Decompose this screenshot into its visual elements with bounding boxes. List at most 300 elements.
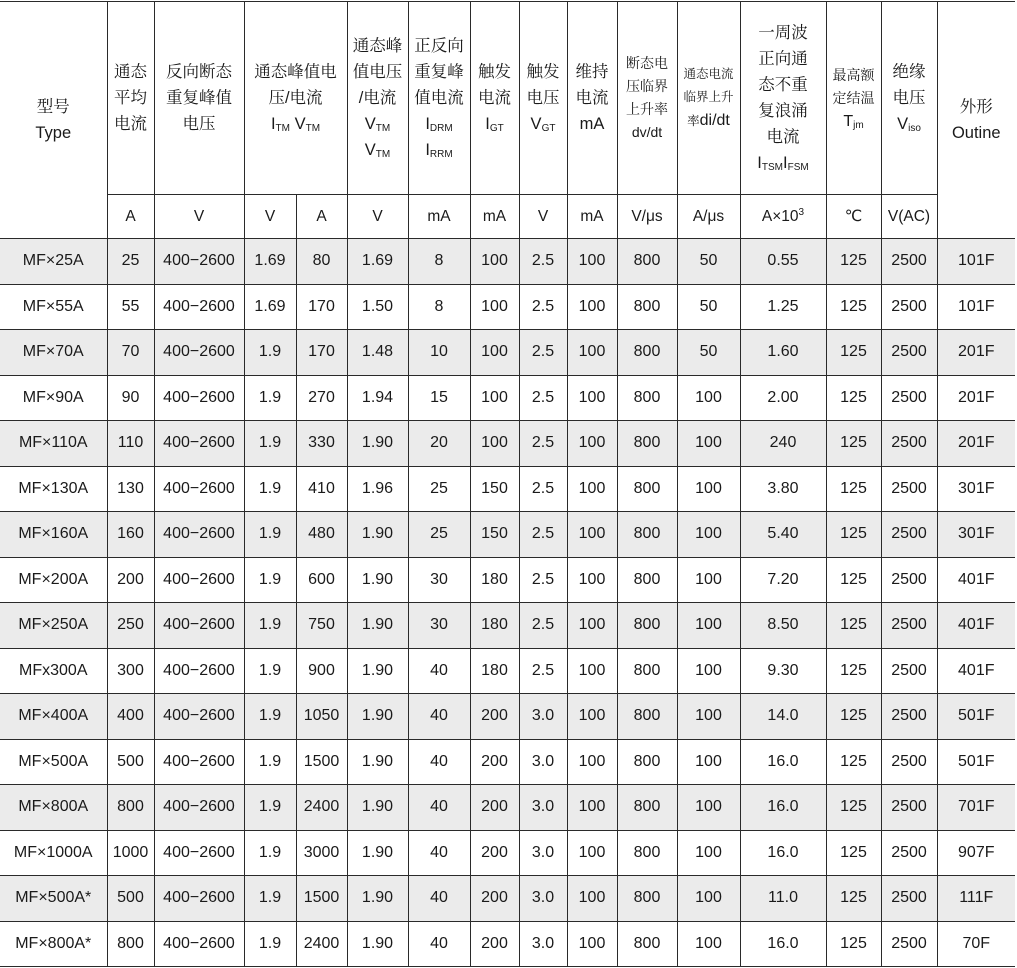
value-cell: 410 bbox=[296, 466, 347, 512]
value-cell: 7.20 bbox=[740, 557, 826, 603]
value-cell: 1000 bbox=[107, 830, 154, 876]
value-cell: 125 bbox=[826, 512, 881, 558]
value-cell: 3.0 bbox=[519, 694, 567, 740]
value-cell: 200 bbox=[470, 921, 519, 967]
value-cell: 125 bbox=[826, 466, 881, 512]
value-cell: 100 bbox=[470, 421, 519, 467]
table-row bbox=[0, 785, 1015, 831]
value-cell: 3.0 bbox=[519, 785, 567, 831]
table-row bbox=[0, 694, 1015, 740]
table-row bbox=[0, 830, 1015, 876]
value-cell: 800 bbox=[617, 648, 677, 694]
value-cell: 1.90 bbox=[347, 739, 408, 785]
value-cell: 1.69 bbox=[244, 239, 296, 285]
value-cell: 10 bbox=[408, 330, 470, 376]
value-cell: 40 bbox=[408, 876, 470, 922]
value-cell: 40 bbox=[408, 694, 470, 740]
value-cell: 125 bbox=[826, 785, 881, 831]
value-cell: 2400 bbox=[296, 921, 347, 967]
value-cell: 100 bbox=[677, 785, 740, 831]
value-cell: 100 bbox=[567, 739, 617, 785]
value-cell: 125 bbox=[826, 557, 881, 603]
table-row bbox=[0, 603, 1015, 649]
table-row bbox=[0, 466, 1015, 512]
value-cell: 600 bbox=[296, 557, 347, 603]
value-cell: 125 bbox=[826, 330, 881, 376]
value-cell: 250 bbox=[107, 603, 154, 649]
didt-header: 通态电流 临界上升 率di/dt bbox=[677, 2, 740, 195]
value-cell: 9.30 bbox=[740, 648, 826, 694]
value-cell: 401F bbox=[937, 603, 1015, 649]
value-cell: 800 bbox=[617, 739, 677, 785]
model-cell: MF×800A bbox=[0, 785, 107, 831]
value-cell: 800 bbox=[617, 921, 677, 967]
value-cell: 750 bbox=[296, 603, 347, 649]
value-cell: 2500 bbox=[881, 694, 937, 740]
value-cell: 1.69 bbox=[244, 284, 296, 330]
value-cell: 40 bbox=[408, 739, 470, 785]
value-cell: 2500 bbox=[881, 466, 937, 512]
value-cell: 15 bbox=[408, 375, 470, 421]
value-cell: 1.25 bbox=[740, 284, 826, 330]
value-cell: 100 bbox=[567, 330, 617, 376]
value-cell: 100 bbox=[567, 466, 617, 512]
value-cell: 400−2600 bbox=[154, 876, 244, 922]
value-cell: 100 bbox=[470, 375, 519, 421]
value-cell: 150 bbox=[470, 512, 519, 558]
surge-current-header: 一周波 正向通 态不重 复浪涌 电流 $I_{TSM}I_{FSM}$ bbox=[740, 2, 826, 195]
value-cell: 100 bbox=[470, 330, 519, 376]
unit-cell: mA bbox=[408, 195, 470, 239]
value-cell: 16.0 bbox=[740, 785, 826, 831]
value-cell: 2500 bbox=[881, 375, 937, 421]
value-cell: 800 bbox=[617, 876, 677, 922]
value-cell: 400−2600 bbox=[154, 557, 244, 603]
model-cell: MFx300A bbox=[0, 648, 107, 694]
value-cell: 2500 bbox=[881, 648, 937, 694]
value-cell: 1.9 bbox=[244, 785, 296, 831]
value-cell: 480 bbox=[296, 512, 347, 558]
value-cell: 201F bbox=[937, 330, 1015, 376]
value-cell: 25 bbox=[408, 466, 470, 512]
value-cell: 2.00 bbox=[740, 375, 826, 421]
value-cell: 400−2600 bbox=[154, 694, 244, 740]
on-state-peak2-header: 通态峰 值电压 /电流 $V_{TM}$ $V_{TM}$ bbox=[347, 2, 408, 195]
value-cell: 100 bbox=[567, 648, 617, 694]
unit-cell: $A\times 10^3$ bbox=[740, 195, 826, 239]
table-row bbox=[0, 239, 1015, 285]
on-state-peak-header: 通态峰值电 压/电流 $I_{TM}$ $V_{TM}$ bbox=[244, 2, 347, 195]
reverse-peak-header: 反向断态 重复峰值 电压 bbox=[154, 2, 244, 195]
value-cell: 100 bbox=[677, 512, 740, 558]
value-cell: 100 bbox=[677, 694, 740, 740]
table-row bbox=[0, 557, 1015, 603]
table-row bbox=[0, 921, 1015, 967]
model-cell: MF×90A bbox=[0, 375, 107, 421]
trigger-current-header: 触发 电流 $I_{GT}$ bbox=[470, 2, 519, 195]
value-cell: 125 bbox=[826, 648, 881, 694]
value-cell: 501F bbox=[937, 694, 1015, 740]
value-cell: 3000 bbox=[296, 830, 347, 876]
unit-cell: A bbox=[296, 195, 347, 239]
value-cell: 125 bbox=[826, 239, 881, 285]
value-cell: 30 bbox=[408, 603, 470, 649]
value-cell: 1.69 bbox=[347, 239, 408, 285]
model-cell: MF×110A bbox=[0, 421, 107, 467]
table-row bbox=[0, 739, 1015, 785]
value-cell: 25 bbox=[408, 512, 470, 558]
value-cell: 1.9 bbox=[244, 330, 296, 376]
value-cell: 800 bbox=[617, 284, 677, 330]
value-cell: 501F bbox=[937, 739, 1015, 785]
value-cell: 800 bbox=[617, 512, 677, 558]
value-cell: 125 bbox=[826, 603, 881, 649]
value-cell: 400−2600 bbox=[154, 648, 244, 694]
value-cell: 2.5 bbox=[519, 466, 567, 512]
unit-cell: ℃ bbox=[826, 195, 881, 239]
model-cell: MF×130A bbox=[0, 466, 107, 512]
value-cell: 100 bbox=[470, 284, 519, 330]
value-cell: 40 bbox=[408, 830, 470, 876]
value-cell: 100 bbox=[567, 512, 617, 558]
value-cell: 1.90 bbox=[347, 830, 408, 876]
value-cell: 100 bbox=[677, 421, 740, 467]
value-cell: 2.5 bbox=[519, 421, 567, 467]
table-row bbox=[0, 421, 1015, 467]
value-cell: 125 bbox=[826, 694, 881, 740]
value-cell: 400−2600 bbox=[154, 239, 244, 285]
value-cell: 1.9 bbox=[244, 830, 296, 876]
value-cell: 270 bbox=[296, 375, 347, 421]
value-cell: 1.9 bbox=[244, 694, 296, 740]
table-row bbox=[0, 512, 1015, 558]
value-cell: 2.5 bbox=[519, 648, 567, 694]
value-cell: 20 bbox=[408, 421, 470, 467]
value-cell: 125 bbox=[826, 421, 881, 467]
value-cell: 110 bbox=[107, 421, 154, 467]
value-cell: 2.5 bbox=[519, 512, 567, 558]
unit-cell: V(AC) bbox=[881, 195, 937, 239]
value-cell: 100 bbox=[567, 375, 617, 421]
value-cell: 800 bbox=[107, 785, 154, 831]
value-cell: 1.90 bbox=[347, 785, 408, 831]
value-cell: 5.40 bbox=[740, 512, 826, 558]
value-cell: 40 bbox=[408, 648, 470, 694]
value-cell: 1.90 bbox=[347, 876, 408, 922]
value-cell: 800 bbox=[107, 921, 154, 967]
value-cell: 2.5 bbox=[519, 239, 567, 285]
value-cell: 800 bbox=[617, 239, 677, 285]
value-cell: 125 bbox=[826, 921, 881, 967]
value-cell: 8 bbox=[408, 239, 470, 285]
value-cell: 330 bbox=[296, 421, 347, 467]
value-cell: 16.0 bbox=[740, 739, 826, 785]
value-cell: 400−2600 bbox=[154, 375, 244, 421]
value-cell: 2500 bbox=[881, 830, 937, 876]
value-cell: 170 bbox=[296, 284, 347, 330]
value-cell: 2500 bbox=[881, 785, 937, 831]
value-cell: 100 bbox=[677, 557, 740, 603]
value-cell: 200 bbox=[470, 785, 519, 831]
value-cell: 2500 bbox=[881, 512, 937, 558]
value-cell: 1.9 bbox=[244, 557, 296, 603]
table-row bbox=[0, 375, 1015, 421]
value-cell: 400−2600 bbox=[154, 466, 244, 512]
value-cell: 100 bbox=[567, 830, 617, 876]
value-cell: 500 bbox=[107, 876, 154, 922]
spec-table bbox=[0, 1, 1015, 967]
value-cell: 1.9 bbox=[244, 375, 296, 421]
value-cell: 1.9 bbox=[244, 739, 296, 785]
unit-cell: mA bbox=[470, 195, 519, 239]
table-row bbox=[0, 284, 1015, 330]
model-cell: MF×55A bbox=[0, 284, 107, 330]
value-cell: 800 bbox=[617, 603, 677, 649]
value-cell: 1.96 bbox=[347, 466, 408, 512]
value-cell: 300 bbox=[107, 648, 154, 694]
value-cell: 1.9 bbox=[244, 421, 296, 467]
value-cell: 3.80 bbox=[740, 466, 826, 512]
value-cell: 1.90 bbox=[347, 694, 408, 740]
unit-cell: A/μs bbox=[677, 195, 740, 239]
value-cell: 3.0 bbox=[519, 739, 567, 785]
value-cell: 180 bbox=[470, 557, 519, 603]
value-cell: 2500 bbox=[881, 284, 937, 330]
value-cell: 2400 bbox=[296, 785, 347, 831]
value-cell: 100 bbox=[567, 557, 617, 603]
value-cell: 2500 bbox=[881, 330, 937, 376]
value-cell: 50 bbox=[677, 330, 740, 376]
value-cell: 1500 bbox=[296, 739, 347, 785]
value-cell: 100 bbox=[567, 284, 617, 330]
value-cell: 11.0 bbox=[740, 876, 826, 922]
value-cell: 70F bbox=[937, 921, 1015, 967]
value-cell: 800 bbox=[617, 785, 677, 831]
value-cell: 301F bbox=[937, 466, 1015, 512]
value-cell: 180 bbox=[470, 603, 519, 649]
table-row bbox=[0, 648, 1015, 694]
type-header-en: Type bbox=[35, 124, 72, 142]
value-cell: 2500 bbox=[881, 557, 937, 603]
isolation-header: 绝缘 电压 $V_{iso}$ bbox=[881, 2, 937, 195]
header-row bbox=[0, 2, 1015, 195]
value-cell: 800 bbox=[617, 694, 677, 740]
value-cell: 1.9 bbox=[244, 921, 296, 967]
value-cell: 1.48 bbox=[347, 330, 408, 376]
value-cell: 100 bbox=[677, 466, 740, 512]
value-cell: 30 bbox=[408, 557, 470, 603]
value-cell: 400−2600 bbox=[154, 785, 244, 831]
value-cell: 100 bbox=[567, 421, 617, 467]
value-cell: 1.9 bbox=[244, 512, 296, 558]
value-cell: 3.0 bbox=[519, 876, 567, 922]
outline-header: 外形 Outine bbox=[937, 2, 1015, 239]
model-cell: MF×200A bbox=[0, 557, 107, 603]
value-cell: 1.9 bbox=[244, 603, 296, 649]
value-cell: 401F bbox=[937, 557, 1015, 603]
value-cell: 100 bbox=[567, 694, 617, 740]
max-temp-header: 最高额 定结温 $T_{jm}$ bbox=[826, 2, 881, 195]
unit-cell: V/μs bbox=[617, 195, 677, 239]
value-cell: 8.50 bbox=[740, 603, 826, 649]
value-cell: 0.55 bbox=[740, 239, 826, 285]
model-cell: MF×250A bbox=[0, 603, 107, 649]
value-cell: 14.0 bbox=[740, 694, 826, 740]
model-cell: MF×70A bbox=[0, 330, 107, 376]
value-cell: 40 bbox=[408, 921, 470, 967]
value-cell: 201F bbox=[937, 375, 1015, 421]
unit-row bbox=[0, 195, 1015, 239]
value-cell: 1050 bbox=[296, 694, 347, 740]
value-cell: 80 bbox=[296, 239, 347, 285]
value-cell: 50 bbox=[677, 284, 740, 330]
value-cell: 2500 bbox=[881, 239, 937, 285]
value-cell: 1.90 bbox=[347, 512, 408, 558]
value-cell: 3.0 bbox=[519, 830, 567, 876]
value-cell: 55 bbox=[107, 284, 154, 330]
value-cell: 301F bbox=[937, 512, 1015, 558]
value-cell: 100 bbox=[567, 921, 617, 967]
unit-cell: mA bbox=[567, 195, 617, 239]
value-cell: 1500 bbox=[296, 876, 347, 922]
value-cell: 2.5 bbox=[519, 284, 567, 330]
value-cell: 100 bbox=[567, 239, 617, 285]
unit-cell: V bbox=[519, 195, 567, 239]
value-cell: 180 bbox=[470, 648, 519, 694]
model-cell: MF×500A bbox=[0, 739, 107, 785]
value-cell: 125 bbox=[826, 284, 881, 330]
value-cell: 800 bbox=[617, 557, 677, 603]
repeat-peak-header: 正反向 重复峰 值电流 $I_{DRM}$ $I_{RRM}$ bbox=[408, 2, 470, 195]
value-cell: 125 bbox=[826, 375, 881, 421]
value-cell: 500 bbox=[107, 739, 154, 785]
type-header-cn: 型号 bbox=[36, 98, 70, 116]
value-cell: 400−2600 bbox=[154, 284, 244, 330]
value-cell: 2.5 bbox=[519, 375, 567, 421]
value-cell: 200 bbox=[470, 830, 519, 876]
table-row bbox=[0, 876, 1015, 922]
value-cell: 100 bbox=[677, 648, 740, 694]
value-cell: 800 bbox=[617, 466, 677, 512]
value-cell: 90 bbox=[107, 375, 154, 421]
value-cell: 100 bbox=[567, 785, 617, 831]
value-cell: 125 bbox=[826, 830, 881, 876]
value-cell: 1.50 bbox=[347, 284, 408, 330]
model-cell: MF×800A* bbox=[0, 921, 107, 967]
holding-current-header: 维持 电流 mA bbox=[567, 2, 617, 195]
value-cell: 70 bbox=[107, 330, 154, 376]
value-cell: 100 bbox=[677, 375, 740, 421]
value-cell: 907F bbox=[937, 830, 1015, 876]
value-cell: 1.60 bbox=[740, 330, 826, 376]
table-row bbox=[0, 330, 1015, 376]
value-cell: 1.9 bbox=[244, 466, 296, 512]
value-cell: 2500 bbox=[881, 603, 937, 649]
value-cell: 100 bbox=[567, 876, 617, 922]
value-cell: 150 bbox=[470, 466, 519, 512]
value-cell: 16.0 bbox=[740, 921, 826, 967]
value-cell: 2.5 bbox=[519, 557, 567, 603]
value-cell: 240 bbox=[740, 421, 826, 467]
dvdt-header: 断态电 压临界 上升率 dv/dt bbox=[617, 2, 677, 195]
value-cell: 1.90 bbox=[347, 421, 408, 467]
value-cell: 400−2600 bbox=[154, 921, 244, 967]
value-cell: 1.9 bbox=[244, 876, 296, 922]
unit-cell: V bbox=[154, 195, 244, 239]
value-cell: 1.90 bbox=[347, 648, 408, 694]
value-cell: 400−2600 bbox=[154, 739, 244, 785]
value-cell: 50 bbox=[677, 239, 740, 285]
value-cell: 2.5 bbox=[519, 330, 567, 376]
unit-cell: V bbox=[244, 195, 296, 239]
value-cell: 8 bbox=[408, 284, 470, 330]
value-cell: 2500 bbox=[881, 739, 937, 785]
value-cell: 701F bbox=[937, 785, 1015, 831]
value-cell: 201F bbox=[937, 421, 1015, 467]
value-cell: 100 bbox=[677, 921, 740, 967]
value-cell: 1.9 bbox=[244, 648, 296, 694]
value-cell: 800 bbox=[617, 375, 677, 421]
model-cell: MF×400A bbox=[0, 694, 107, 740]
value-cell: 1.90 bbox=[347, 557, 408, 603]
model-cell: MF×25A bbox=[0, 239, 107, 285]
type-header bbox=[0, 2, 107, 239]
value-cell: 800 bbox=[617, 330, 677, 376]
value-cell: 900 bbox=[296, 648, 347, 694]
trigger-voltage-header: 触发 电压 $V_{GT}$ bbox=[519, 2, 567, 195]
value-cell: 200 bbox=[470, 739, 519, 785]
data-body bbox=[0, 239, 1015, 967]
value-cell: 100 bbox=[677, 739, 740, 785]
value-cell: 100 bbox=[677, 603, 740, 649]
value-cell: 1.94 bbox=[347, 375, 408, 421]
value-cell: 400−2600 bbox=[154, 421, 244, 467]
value-cell: 101F bbox=[937, 239, 1015, 285]
value-cell: 400−2600 bbox=[154, 603, 244, 649]
value-cell: 1.90 bbox=[347, 603, 408, 649]
value-cell: 40 bbox=[408, 785, 470, 831]
value-cell: 400−2600 bbox=[154, 830, 244, 876]
value-cell: 100 bbox=[567, 603, 617, 649]
value-cell: 16.0 bbox=[740, 830, 826, 876]
unit-cell: V bbox=[347, 195, 408, 239]
value-cell: 200 bbox=[107, 557, 154, 603]
value-cell: 3.0 bbox=[519, 921, 567, 967]
value-cell: 200 bbox=[470, 876, 519, 922]
value-cell: 1.90 bbox=[347, 921, 408, 967]
avg-current-header: 通态 平均 电流 bbox=[107, 2, 154, 195]
value-cell: 125 bbox=[826, 876, 881, 922]
value-cell: 800 bbox=[617, 421, 677, 467]
value-cell: 125 bbox=[826, 739, 881, 785]
value-cell: 200 bbox=[470, 694, 519, 740]
value-cell: 800 bbox=[617, 830, 677, 876]
value-cell: 130 bbox=[107, 466, 154, 512]
value-cell: 400 bbox=[107, 694, 154, 740]
value-cell: 2500 bbox=[881, 421, 937, 467]
value-cell: 101F bbox=[937, 284, 1015, 330]
value-cell: 170 bbox=[296, 330, 347, 376]
value-cell: 2500 bbox=[881, 921, 937, 967]
value-cell: 160 bbox=[107, 512, 154, 558]
value-cell: 111F bbox=[937, 876, 1015, 922]
value-cell: 100 bbox=[470, 239, 519, 285]
value-cell: 2500 bbox=[881, 876, 937, 922]
value-cell: 400−2600 bbox=[154, 512, 244, 558]
value-cell: 25 bbox=[107, 239, 154, 285]
value-cell: 100 bbox=[677, 876, 740, 922]
value-cell: 100 bbox=[677, 830, 740, 876]
